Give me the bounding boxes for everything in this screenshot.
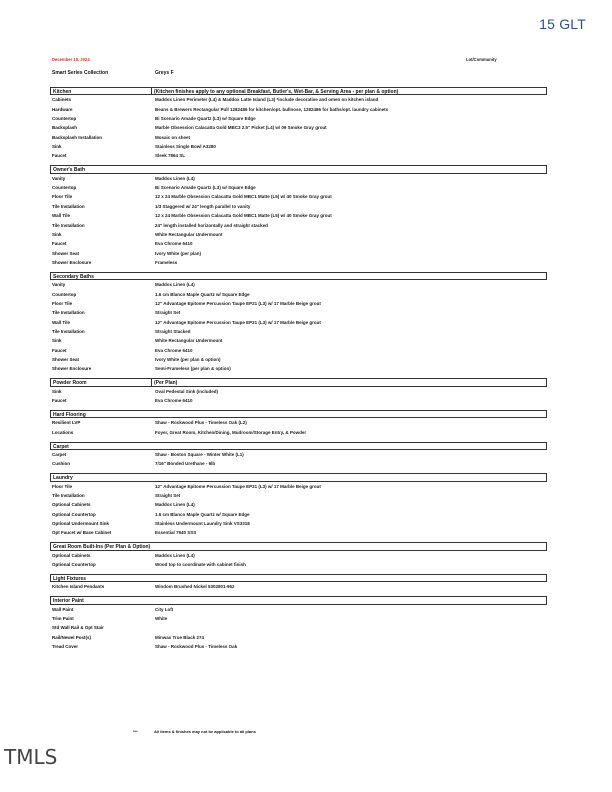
- footnote-mark: ***: [133, 729, 138, 734]
- spec-label: Trim Paint: [52, 616, 74, 622]
- section-hard-flooring: [50, 410, 547, 437]
- spec-label: Optional Undermount Sink: [52, 521, 109, 527]
- spec-value: Semi-Frameless (per plan & option): [155, 366, 231, 372]
- section-title: Owner's Bath: [53, 167, 86, 174]
- spec-row: [50, 528, 547, 537]
- spec-label: Optional Cabinets: [52, 552, 91, 558]
- spec-row: [50, 318, 547, 327]
- series-label: Smart Series Collection: [52, 70, 109, 76]
- section-header: [50, 473, 547, 481]
- spec-value: Beans & Brewers Rectangular Pull 1282486 for kitchen/opt. bullnose, 1282486 for baths/opt. laundry cabinets: [155, 106, 389, 112]
- spec-label: Cushion: [52, 461, 70, 467]
- spec-row: [50, 183, 547, 192]
- spec-value: Windom Brushed Nickel 5302801-962: [155, 584, 235, 590]
- spec-value: 12" Advantage Epitome Percussion Taupe EP21 (L3) w/ 17 Marble Beige grout: [155, 483, 321, 489]
- section-title: Light Fixtures: [53, 575, 87, 582]
- spec-label: Tile Installation: [52, 328, 85, 334]
- spec-label: Tile Installation: [52, 203, 85, 209]
- spec-value: Maddox Linen (L4): [155, 552, 195, 558]
- spec-label: Std Wall Rail & Opt Stair: [52, 625, 104, 631]
- section-header: [50, 574, 547, 582]
- footnote: [133, 729, 393, 737]
- spec-value: 7/16" Bonded Urethane - 6lb: [155, 461, 216, 467]
- spec-row: [50, 642, 547, 651]
- spec-row: [50, 133, 547, 142]
- spec-label: Shower Enclosure: [52, 259, 92, 265]
- section-title: Interior Paint: [53, 598, 84, 605]
- spec-value: White Rectangular Undermount: [155, 231, 223, 237]
- section-interior-paint: [50, 596, 547, 651]
- spec-label: Sink: [52, 144, 62, 150]
- section-header: [50, 272, 547, 280]
- spec-row: [50, 299, 547, 308]
- spec-label: Shower Seat: [52, 356, 80, 362]
- spec-row: [50, 491, 547, 500]
- spec-label: Sink: [52, 231, 62, 237]
- spec-value: 1/3 Staggered w/ 24" length parallel to vanity: [155, 203, 251, 209]
- spec-label: Kitchen Island Pendants: [52, 584, 105, 590]
- spec-label: Wall Tile: [52, 213, 71, 219]
- spec-label: Resilient LVP: [52, 420, 81, 426]
- spec-value: Ivory White (per plan): [155, 250, 202, 256]
- finish-sections: [50, 87, 547, 656]
- spec-value: White: [155, 616, 168, 622]
- spec-label: Sink: [52, 338, 62, 344]
- document-date: December 10, 2024: [52, 57, 90, 62]
- spec-row: [50, 428, 547, 437]
- series-value: Greys F: [155, 70, 174, 76]
- spec-row: [50, 336, 547, 345]
- section-header: [50, 87, 547, 95]
- spec-label: Floor Tile: [52, 300, 73, 306]
- spec-row: [50, 482, 547, 491]
- section-title: Kitchen: [53, 89, 72, 95]
- section-header: [50, 542, 547, 550]
- section-header: [50, 165, 547, 173]
- spec-label: Faucet: [52, 153, 67, 159]
- section-laundry: [50, 473, 547, 537]
- spec-row: [50, 387, 547, 396]
- spec-label: Wall Tile: [52, 319, 71, 325]
- spec-value: 12" Advantage Epitome Percussion Taupe EP21 (L3) w/ 17 Marble Beige grout: [155, 319, 321, 325]
- spec-value: Straight Set: [155, 310, 181, 316]
- spec-label: Floor Tile: [52, 483, 73, 489]
- spec-row: [50, 623, 547, 632]
- spec-value: Eva Chrome 6410: [155, 347, 193, 353]
- section-header: [50, 442, 547, 450]
- spec-label: Tread Cover: [52, 644, 79, 650]
- spec-row: [50, 280, 547, 289]
- spec-row: [50, 396, 547, 405]
- lot-community-label: Lot/Community: [466, 57, 497, 62]
- spec-value: Frameless: [155, 259, 178, 265]
- series-header: [52, 70, 552, 78]
- spec-label: Countertop: [52, 291, 77, 297]
- section-title: Powder Room: [53, 380, 87, 387]
- spec-label: Sink: [52, 388, 62, 394]
- spec-value: Eva Chrome 6410: [155, 241, 193, 247]
- spec-row: [50, 500, 547, 509]
- section-header-divider: [151, 379, 152, 385]
- spec-value: Maddox Linen (L4): [155, 175, 195, 181]
- spec-label: Tile Installation: [52, 310, 85, 316]
- spec-row: [50, 290, 547, 299]
- spec-value: Straight Stacked: [155, 328, 191, 334]
- spec-row: [50, 450, 547, 459]
- section-title: Carpet: [53, 443, 69, 450]
- spec-value: Mosaic on sheet: [155, 134, 191, 140]
- spec-label: Faucet: [52, 241, 67, 247]
- spec-label: Countertop: [52, 185, 77, 191]
- spec-row: [50, 614, 547, 623]
- spec-label: Shower Seat: [52, 250, 80, 256]
- section-header: [50, 596, 547, 604]
- spec-label: Locations: [52, 429, 74, 435]
- spec-label: Cabinets: [52, 97, 72, 103]
- spec-value: 12 x 24 Marble Obsession Calacatta Gold MBC1 Matte (L5) w/ 40 Smoke Gray grout: [155, 213, 332, 219]
- section-header: [50, 410, 547, 418]
- spec-value: Stainless Single Bowl A3280: [155, 144, 216, 150]
- section-light-fixtures: [50, 574, 547, 592]
- spec-value: Essential 7940 SSS: [155, 530, 197, 536]
- spec-label: Hardware: [52, 106, 73, 112]
- spec-row: [50, 211, 547, 220]
- spec-row: [50, 519, 547, 528]
- spec-label: Optional Countertop: [52, 562, 96, 568]
- spec-value: 1.6 cm Blanco Maple Quartz w/ Square Edge: [155, 291, 250, 297]
- spec-row: [50, 560, 547, 569]
- section-carpet: [50, 442, 547, 469]
- spec-value: 12" Advantage Epitome Percussion Taupe EP21 (L3) w/ 17 Marble Beige grout: [155, 300, 321, 306]
- spec-label: Carpet: [52, 451, 67, 457]
- spec-row: [50, 151, 547, 160]
- spec-value: 1.6 cm Blanco Maple Quartz w/ Square Edge: [155, 511, 250, 517]
- spec-row: [50, 95, 547, 104]
- spec-label: Floor Tile: [52, 194, 73, 200]
- section-title: Great Room Built-Ins (Per Plan & Option): [53, 544, 151, 551]
- spec-label: Backsplash: [52, 125, 78, 131]
- section-powder-room: [50, 378, 547, 405]
- spec-label: Optional Cabinets: [52, 502, 91, 508]
- spec-row: [50, 510, 547, 519]
- spec-value: Maddox Linen (L4): [155, 282, 195, 288]
- spec-row: [50, 346, 547, 355]
- spec-row: [50, 459, 547, 468]
- spec-row: [50, 114, 547, 123]
- spec-label: Tile Installation: [52, 222, 85, 228]
- spec-value: 12 x 24 Marble Obsession Calacatta Gold MBC1 Matte (L5) w/ 40 Smoke Gray grout: [155, 194, 332, 200]
- spec-value: Marble Obsession Calacatta Gold MBC3 2.5" Picket (L4) w/ 09 Smoke Gray grout: [155, 125, 327, 131]
- spec-label: Backsplash Installation: [52, 134, 103, 140]
- spec-value: Bi Scenario Amade Quartz (L3) w/ Square Edge: [155, 185, 256, 191]
- spec-value: 24" length installed horizontally and straight stacked: [155, 222, 268, 228]
- spec-row: [50, 174, 547, 183]
- spec-row: [50, 239, 547, 248]
- spec-label: Faucet: [52, 397, 67, 403]
- spec-value: Ivory White (per plan & option): [155, 356, 221, 362]
- spec-value: Minwax True Black 274: [155, 634, 205, 640]
- section-kitchen: [50, 87, 547, 161]
- spec-row: [50, 258, 547, 267]
- spec-row: [50, 327, 547, 336]
- section-note: (Kitchen finishes apply to any optional Breakfast, Butler's, Wet-Bar, & Serving Area - per plan & option): [154, 89, 399, 95]
- spec-row: [50, 418, 547, 427]
- spec-value: Bi Scenario Amade Quartz (L3) w/ Square Edge: [155, 116, 256, 122]
- spec-row: [50, 308, 547, 317]
- footnote-text: All items & finishes may not be applicable to all plans: [154, 729, 256, 734]
- spec-value: Maddox Linen (L4): [155, 502, 195, 508]
- spec-row: [50, 551, 547, 560]
- spec-row: [50, 582, 547, 591]
- spec-label: Countertop: [52, 116, 77, 122]
- mls-logo: TMLS: [4, 745, 58, 769]
- spec-label: Faucet: [52, 347, 67, 353]
- spec-value: Stainless Undermount Laundry Sink VS3318: [155, 521, 250, 527]
- listing-code: 15 GLT: [539, 16, 586, 32]
- spec-value: Oval Pedestal Sink (included): [155, 388, 219, 394]
- section-header-divider: [151, 88, 152, 94]
- spec-row: [50, 192, 547, 201]
- spec-row: [50, 633, 547, 642]
- spec-value: City Loft: [155, 606, 174, 612]
- spec-label: Optional Countertop: [52, 511, 96, 517]
- section-title: Laundry: [53, 475, 73, 482]
- section-owner-s-bath: [50, 165, 547, 267]
- spec-row: [50, 202, 547, 211]
- section-secondary-baths: [50, 272, 547, 374]
- spec-value: Shaw - Rockwood Plus - Timeless Oak (L2): [155, 420, 247, 426]
- spec-value: Foyer, Great Room, Kitchen/Dining, Mudroom/Storage Entry, & Powder: [155, 429, 307, 435]
- section-great-room-built-ins-per-plan-option: [50, 542, 547, 569]
- spec-row: [50, 355, 547, 364]
- spec-value: Straight Set: [155, 492, 181, 498]
- spec-value: Maddox Linen Perimeter (L4) & Maddox Latte Island (L3) *include decorative and omen on kitchen island: [155, 97, 379, 103]
- spec-value: Sleek 7864 SL: [155, 153, 186, 159]
- spec-row: [50, 105, 547, 114]
- spec-value: Shaw - Boston Square - Winter White (L1): [155, 451, 244, 457]
- section-title: Secondary Baths: [53, 273, 94, 280]
- spec-row: [50, 249, 547, 258]
- section-note: (Per Plan): [154, 380, 178, 387]
- spec-label: Opt Faucet w/ Base Cabinet: [52, 530, 112, 536]
- spec-value: Eva Chrome 6410: [155, 397, 193, 403]
- spec-label: Tile Installation: [52, 492, 85, 498]
- spec-label: Vanity: [52, 175, 66, 181]
- spec-row: [50, 221, 547, 230]
- spec-label: Wall Paint: [52, 606, 74, 612]
- spec-row: [50, 605, 547, 614]
- spec-label: Rail/Newel Post(s): [52, 634, 92, 640]
- spec-value: Shaw - Rockwood Plus - Timeless Oak: [155, 644, 238, 650]
- spec-row: [50, 123, 547, 132]
- spec-label: Shower Enclosure: [52, 366, 92, 372]
- spec-row: [50, 364, 547, 373]
- spec-label: Vanity: [52, 282, 66, 288]
- spec-value: White Rectangular Undermount: [155, 338, 223, 344]
- spec-row: [50, 230, 547, 239]
- section-title: Hard Flooring: [53, 411, 86, 418]
- spec-value: Wood top to coordinate with cabinet finish: [155, 562, 246, 568]
- spec-row: [50, 142, 547, 151]
- section-header: [50, 378, 547, 386]
